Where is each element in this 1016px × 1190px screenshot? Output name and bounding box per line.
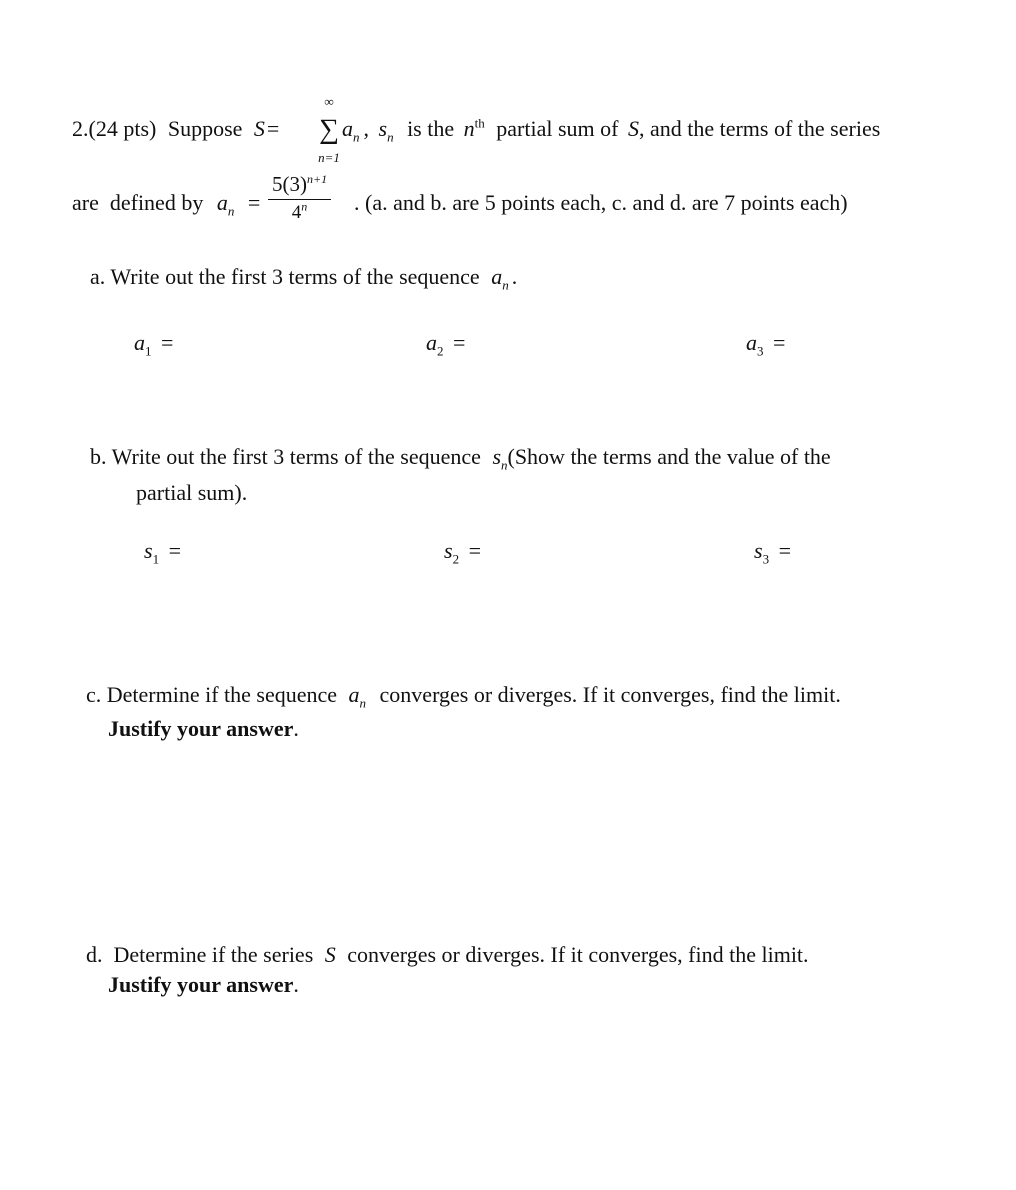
part-c-prompt: [86, 682, 841, 711]
part-b-prompt: [90, 444, 831, 473]
a3-var: a: [746, 330, 757, 355]
nth-sup: th: [474, 115, 485, 131]
part-b-seq-var: s: [492, 444, 501, 469]
summation-symbol: [314, 94, 344, 165]
a1-term: [134, 330, 174, 359]
sum-lower-limit: n=1: [318, 150, 340, 165]
sum-upper-limit: ∞: [324, 94, 334, 109]
def-equals: =: [247, 190, 261, 215]
fraction-numerator: [268, 172, 331, 197]
and-terms-text: , and the terms of the series: [638, 116, 881, 141]
defined-by-text: are defined by: [72, 190, 204, 215]
part-a-period: .: [511, 264, 518, 289]
series-var: S: [253, 116, 265, 141]
part-d-justify: Justify your answer.: [108, 972, 299, 997]
a2-term: [426, 330, 466, 359]
s3-term: [754, 538, 791, 567]
s1-var: s: [144, 538, 153, 563]
s2-var: s: [444, 538, 453, 563]
part-b-text: b. Write out the first 3 terms of the sequence: [90, 444, 481, 469]
is-the-text: is the: [407, 116, 455, 141]
a1-equals: =: [161, 330, 174, 355]
partial-var: s: [378, 116, 388, 141]
a1-sub: 1: [145, 343, 152, 359]
a2-sub: 2: [437, 343, 444, 359]
s1-equals: =: [168, 538, 181, 563]
part-d-prompt: [86, 942, 809, 968]
part-a-prompt: [90, 264, 518, 293]
nth-var: n: [463, 116, 475, 141]
sum-term-var: a: [342, 116, 353, 141]
part-d-text-rest: converges or diverges. If it converges, find the limit.: [347, 942, 809, 967]
series-equals: =: [266, 116, 280, 141]
a2-var: a: [426, 330, 437, 355]
an-sub: n: [227, 203, 235, 219]
part-c-text: c. Determine if the sequence: [86, 682, 338, 707]
problem-number: 2.(24 pts): [72, 116, 157, 141]
part-c-seq-var: a: [348, 682, 360, 707]
sum-term-sub: n: [353, 129, 360, 145]
sigma-icon: ∑: [319, 114, 339, 145]
part-b-seq-sub: n: [501, 457, 508, 473]
points-note: . (a. and b. are 5 points each, c. and d. are 7 points each): [354, 190, 848, 215]
suppose-word: Suppose: [167, 116, 243, 141]
denominator-exponent: n: [301, 199, 308, 214]
a2-equals: =: [453, 330, 466, 355]
part-a-seq-var: a: [491, 264, 503, 289]
a3-sub: 3: [757, 343, 764, 359]
problem-intro-line: [72, 116, 279, 142]
an-fraction: [268, 172, 331, 224]
s3-sub: 3: [762, 551, 770, 567]
s3-equals: =: [778, 538, 791, 563]
part-d-series-var: S: [324, 942, 336, 967]
partial-sub: n: [387, 129, 394, 145]
defined-by-line: [72, 190, 261, 219]
a3-term: [746, 330, 786, 359]
part-a-seq-sub: n: [502, 277, 509, 293]
s2-term: [444, 538, 481, 567]
problem-intro-rest: [342, 115, 881, 145]
s2-equals: =: [468, 538, 481, 563]
part-b-prompt-line2: partial sum).: [136, 480, 248, 505]
a1-var: a: [134, 330, 145, 355]
an-var: a: [216, 190, 228, 215]
part-d-justify-text: Justify your answer: [108, 972, 294, 997]
fraction-denominator: [268, 199, 331, 224]
part-d-text: d. Determine if the series: [86, 942, 314, 967]
a3-equals: =: [773, 330, 786, 355]
s1-term: [144, 538, 181, 567]
part-a-text: a. Write out the first 3 terms of the sequence: [90, 264, 480, 289]
part-c-text-rest: converges or diverges. If it converges, find the limit.: [379, 682, 841, 707]
part-c-justify-text: Justify your answer: [108, 716, 294, 741]
comma: ,: [363, 116, 369, 141]
part-b-text-rest: (Show the terms and the value of the: [507, 444, 831, 469]
s1-sub: 1: [152, 551, 160, 567]
s3-var: s: [754, 538, 763, 563]
part-c-justify: Justify your answer.: [108, 716, 299, 741]
partial-sum-of-text: partial sum of: [496, 116, 619, 141]
fraction-bar: [268, 199, 331, 200]
numerator-base: 5(3): [272, 172, 307, 196]
s2-sub: 2: [452, 551, 460, 567]
numerator-exponent: n+1: [307, 172, 328, 186]
series-var-2: S: [627, 116, 639, 141]
part-c-seq-sub: n: [359, 695, 367, 711]
denominator-base: 4: [291, 202, 302, 223]
